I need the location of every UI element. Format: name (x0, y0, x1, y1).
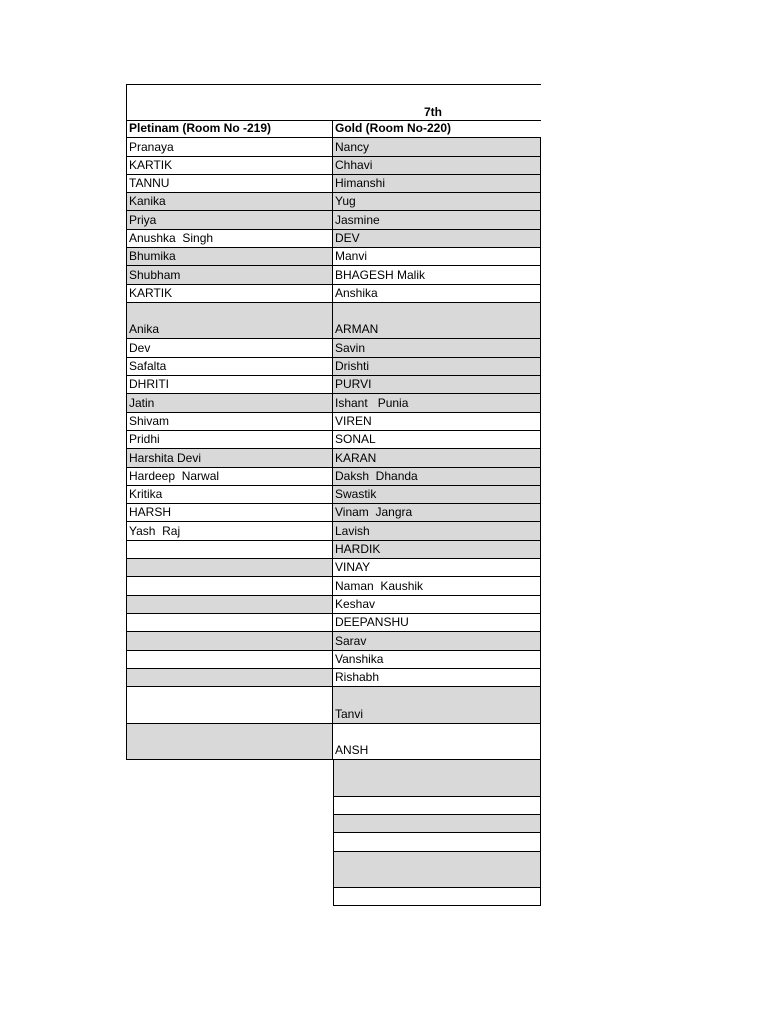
table-row (126, 230, 541, 248)
table-row (126, 815, 541, 833)
cell-gold[interactable]: Lavish (333, 522, 541, 540)
empty-space (126, 815, 333, 833)
cell-platinum[interactable] (126, 724, 333, 761)
cell-platinum[interactable] (126, 596, 333, 614)
table-body (126, 138, 541, 760)
table-row (126, 449, 541, 467)
cell-gold[interactable]: ANSH (333, 724, 541, 761)
table-row (126, 376, 541, 394)
table-row (126, 431, 541, 449)
table-row (126, 651, 541, 669)
cell-platinum[interactable]: Dev (126, 339, 333, 357)
cell-platinum[interactable]: HARSH (126, 504, 333, 522)
cell-gold[interactable]: PURVI (333, 376, 541, 394)
cell-gold[interactable]: KARAN (333, 449, 541, 467)
table-row (126, 157, 541, 175)
cell-gold[interactable]: Daksh Dhanda (333, 468, 541, 486)
table-row (126, 394, 541, 412)
cell-gold[interactable]: Keshav (333, 596, 541, 614)
cell-platinum[interactable]: Priya (126, 211, 333, 229)
cell-gold[interactable]: Chhavi (333, 157, 541, 175)
table-row (126, 559, 541, 577)
cell-gold[interactable]: DEEPANSHU (333, 614, 541, 632)
cell-platinum[interactable]: Bhumika (126, 248, 333, 266)
cell-gold[interactable]: Ishant Punia (333, 394, 541, 412)
table-row (126, 358, 541, 376)
cell-gold[interactable]: HARDIK (333, 541, 541, 559)
table-row (126, 413, 541, 431)
cell-platinum[interactable]: Safalta (126, 358, 333, 376)
cell-gold[interactable] (333, 797, 541, 815)
table-row (126, 614, 541, 632)
cell-platinum[interactable] (126, 651, 333, 669)
cell-gold[interactable]: VINAY (333, 559, 541, 577)
table-row (126, 486, 541, 504)
table-row (126, 138, 541, 156)
cell-gold[interactable]: Vinam Jangra (333, 504, 541, 522)
table-row (126, 596, 541, 614)
cell-platinum[interactable]: TANNU (126, 175, 333, 193)
table-row (126, 211, 541, 229)
table-row (126, 522, 541, 540)
table-row (126, 468, 541, 486)
cell-platinum[interactable]: Harshita Devi (126, 449, 333, 467)
cell-platinum[interactable] (126, 577, 333, 595)
table-row (126, 193, 541, 211)
cell-gold[interactable]: Rishabh (333, 669, 541, 687)
cell-platinum[interactable] (126, 614, 333, 632)
cell-platinum[interactable]: KARTIK (126, 285, 333, 303)
cell-gold[interactable]: BHAGESH Malik (333, 266, 541, 284)
cell-gold[interactable]: Savin (333, 339, 541, 357)
cell-gold[interactable]: Himanshi (333, 175, 541, 193)
table-row (126, 797, 541, 815)
cell-gold[interactable]: Sarav (333, 632, 541, 650)
table-row (126, 248, 541, 266)
cell-platinum[interactable] (126, 541, 333, 559)
cell-gold[interactable]: SONAL (333, 431, 541, 449)
table-row (126, 724, 541, 761)
cell-gold[interactable] (333, 852, 541, 889)
cell-platinum[interactable]: KARTIK (126, 157, 333, 175)
cell-platinum[interactable]: Kritika (126, 486, 333, 504)
cell-gold[interactable] (333, 833, 541, 851)
cell-gold[interactable]: Drishti (333, 358, 541, 376)
cell-platinum[interactable]: Kanika (126, 193, 333, 211)
cell-gold[interactable] (333, 760, 541, 797)
table-row (126, 339, 541, 357)
empty-space (126, 833, 333, 851)
empty-space (126, 852, 333, 889)
table-row (126, 541, 541, 559)
cell-platinum[interactable] (126, 669, 333, 687)
table-row (126, 266, 541, 284)
column-header-row (126, 120, 541, 138)
cell-gold[interactable]: DEV (333, 230, 541, 248)
table-row (126, 669, 541, 687)
table-row (126, 175, 541, 193)
table-row (126, 632, 541, 650)
cell-gold[interactable]: Anshika (333, 285, 541, 303)
cell-platinum[interactable]: Shubham (126, 266, 333, 284)
column-header-gold[interactable]: Gold (Room No-220) (333, 120, 541, 138)
empty-space (126, 888, 333, 906)
cell-gold[interactable]: VIREN (333, 413, 541, 431)
table-row (126, 577, 541, 595)
column-header-platinum[interactable]: Pletinam (Room No -219) (126, 120, 333, 138)
table-row (126, 303, 541, 340)
cell-platinum[interactable] (126, 687, 333, 724)
cell-platinum[interactable]: Hardeep Narwal (126, 468, 333, 486)
cell-gold[interactable]: Swastik (333, 486, 541, 504)
table-row (126, 760, 541, 797)
cell-platinum[interactable] (126, 559, 333, 577)
cell-platinum[interactable]: Shivam (126, 413, 333, 431)
cell-platinum[interactable]: DHRITI (126, 376, 333, 394)
table-body-extra (126, 760, 541, 906)
cell-gold[interactable] (333, 888, 541, 906)
cell-gold[interactable]: Yug (333, 193, 541, 211)
header-row (126, 84, 541, 120)
cell-platinum[interactable]: Anushka Singh (126, 230, 333, 248)
cell-gold[interactable]: Manvi (333, 248, 541, 266)
table-row (126, 504, 541, 522)
cell-platinum[interactable]: Anika (126, 303, 333, 340)
table-row (126, 687, 541, 724)
cell-gold[interactable]: Jasmine (333, 211, 541, 229)
table-row (126, 888, 541, 906)
cell-platinum[interactable]: Pridhi (126, 431, 333, 449)
cell-gold[interactable]: Naman Kaushik (333, 577, 541, 595)
empty-space (126, 760, 333, 797)
table-row (126, 833, 541, 851)
cell-platinum[interactable] (126, 632, 333, 650)
cell-gold[interactable]: Vanshika (333, 651, 541, 669)
cell-gold[interactable]: Tanvi (333, 687, 541, 724)
cell-platinum[interactable]: Pranaya (126, 138, 333, 156)
empty-space (126, 797, 333, 815)
cell-gold[interactable]: Nancy (333, 138, 541, 156)
cell-gold[interactable]: ARMAN (333, 303, 541, 340)
table-row (126, 852, 541, 889)
spreadsheet-table (126, 84, 541, 906)
cell-platinum[interactable]: Yash Raj (126, 522, 333, 540)
cell-platinum[interactable]: Jatin (126, 394, 333, 412)
table-row (126, 285, 541, 303)
cell-gold[interactable] (333, 815, 541, 833)
sheet-title: 7th (424, 105, 442, 119)
